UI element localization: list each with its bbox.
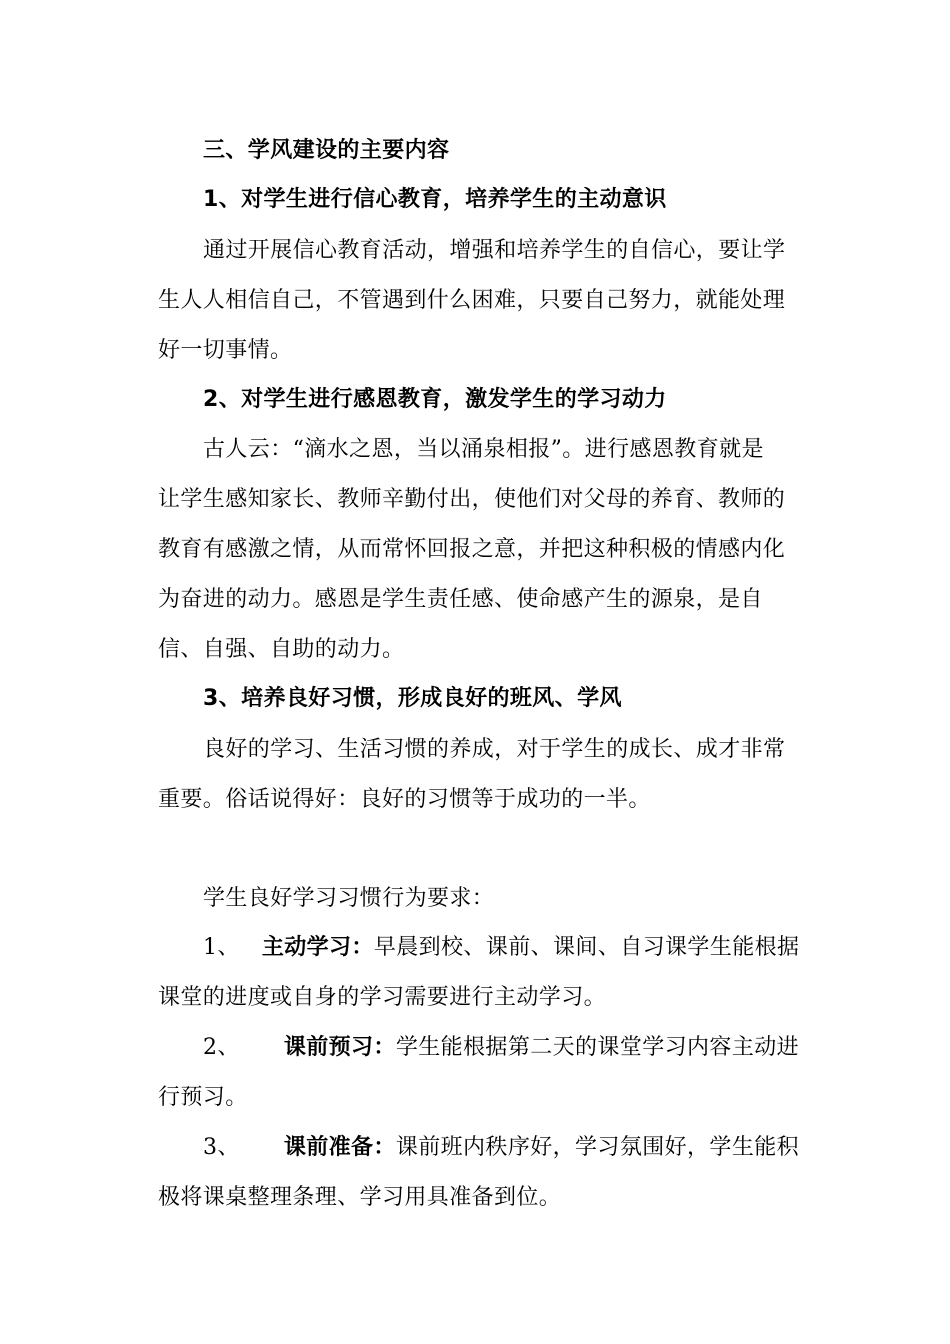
item1-line-3: 好一切事情。	[158, 338, 293, 363]
item2-heading: 2、对学生进行感恩教育，激发学生的学习动力	[203, 387, 667, 412]
habit-2-text: 学生能根据第二天的课堂学习内容主动进	[395, 1035, 800, 1060]
habit-3-text: 课前班内秩序好，学习氛围好，学生能积	[395, 1135, 800, 1160]
habit-2-label: 课前预习：	[283, 1035, 396, 1060]
habit-3-label: 课前准备：	[283, 1135, 396, 1160]
item3-line-1: 良好的学习、生活习惯的养成，对于学生的成长、成才非常	[203, 737, 786, 762]
item2-line-4: 为奋进的动力。感恩是学生责任感、使命感产生的源泉，是自	[158, 587, 763, 612]
item3-line-2: 重要。俗话说得好：良好的习惯等于成功的一半。	[158, 787, 651, 812]
habit-item-1	[203, 933, 799, 963]
habit-2-continuation: 行预习。	[158, 1085, 248, 1110]
item1-heading: 1、对学生进行信心教育，培养学生的主动意识	[203, 187, 667, 212]
habit-1-label: 主动学习：	[261, 935, 374, 960]
habits-intro: 学生良好学习习惯行为要求：	[203, 886, 495, 911]
habit-3-continuation: 极将课桌整理条理、学习用具准备到位。	[158, 1185, 562, 1210]
section-heading: 三、学风建设的主要内容	[203, 138, 450, 163]
habit-1-text: 早晨到校、课前、课间、自习课学生能根据	[373, 935, 800, 960]
item2-line-1: 古人云：“滴水之恩，当以涌泉相报”。进行感恩教育就是	[203, 437, 764, 462]
item3-heading: 3、培养良好习惯，形成良好的班风、学风	[203, 686, 622, 711]
item1-line-1: 通过开展信心教育活动，增强和培养学生的自信心，要让学	[203, 238, 786, 263]
item2-line-3: 教育有感激之情，从而常怀回报之意，并把这种积极的情感内化	[158, 537, 786, 562]
habit-item-2	[203, 1033, 799, 1063]
habit-2-number: 2、	[203, 1035, 240, 1060]
habit-3-number: 3、	[203, 1135, 240, 1160]
item1-line-2: 生人人相信自己，不管遇到什么困难，只要自己努力，就能处理	[158, 288, 786, 313]
habit-1-number: 1、	[203, 935, 240, 960]
habit-item-3	[203, 1133, 799, 1163]
item2-line-5: 信、自强、自助的动力。	[158, 637, 405, 662]
item2-line-2: 让学生感知家长、教师辛勤付出，使他们对父母的养育、教师的	[158, 487, 786, 512]
habit-1-continuation: 课堂的进度或自身的学习需要进行主动学习。	[158, 985, 607, 1010]
